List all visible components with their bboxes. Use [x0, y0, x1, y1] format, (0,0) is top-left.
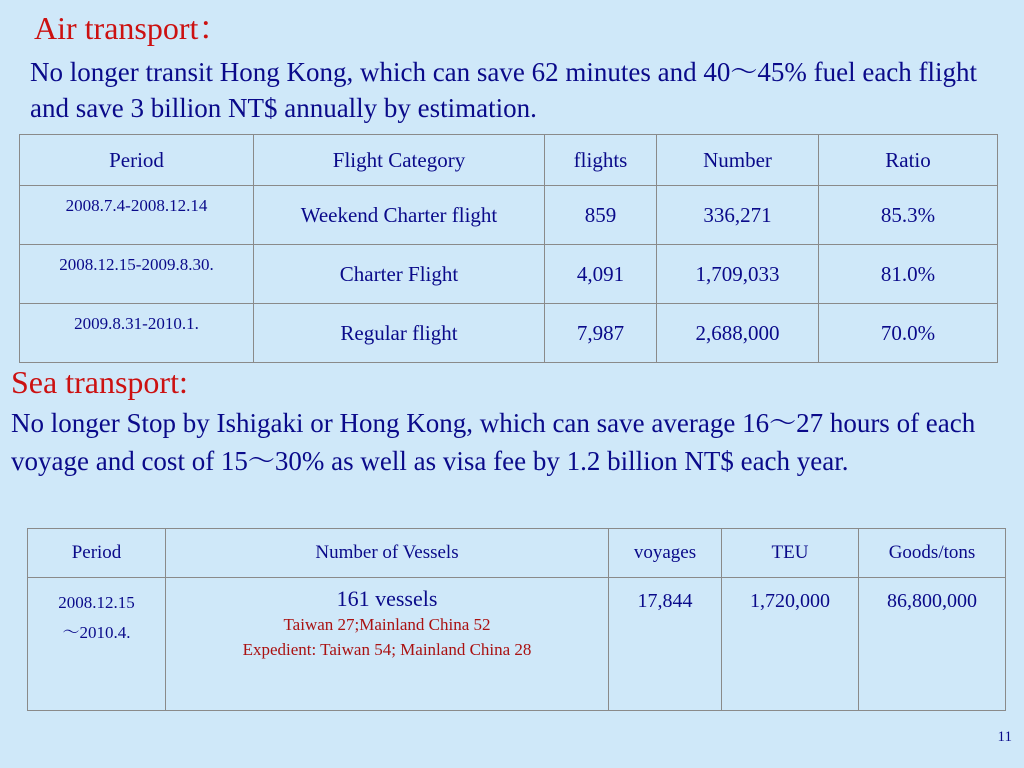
- period-cell: [28, 578, 166, 711]
- column-header-ratio: Ratio: [819, 135, 998, 186]
- period-end: ～2010.4.: [62, 623, 131, 642]
- number-cell: 2,688,000: [657, 304, 819, 363]
- flights-cell: 859: [545, 186, 657, 245]
- flight-category-cell: Weekend Charter flight: [254, 186, 545, 245]
- vessel-count: 161 vessels: [336, 586, 438, 611]
- sea-transport-heading: Sea transport:: [11, 364, 188, 400]
- number-cell: 1,709,033: [657, 245, 819, 304]
- table-header-row: [28, 529, 1006, 578]
- ratio-cell: 85.3%: [819, 186, 998, 245]
- flight-category-cell: Charter Flight: [254, 245, 545, 304]
- table-header-row: [20, 135, 998, 186]
- vessel-breakdown: Taiwan 27;Mainland China 52: [283, 615, 491, 634]
- sea-transport-table: [27, 528, 1006, 711]
- number-cell: 336,271: [657, 186, 819, 245]
- column-header-goods-tons: Goods/tons: [859, 529, 1006, 578]
- column-header-teu: TEU: [722, 529, 859, 578]
- column-header-period: Period: [28, 529, 166, 578]
- period-start: 2008.12.15: [58, 593, 135, 612]
- column-header-period: Period: [20, 135, 254, 186]
- period-cell: 2009.8.31-2010.1.: [20, 304, 254, 363]
- flights-cell: 7,987: [545, 304, 657, 363]
- air-transport-table: [19, 134, 998, 363]
- page-number: 11: [997, 729, 1012, 745]
- flight-category-cell: Regular flight: [254, 304, 545, 363]
- goods-tons-cell: 86,800,000: [859, 578, 1006, 711]
- sea-transport-description: No longer Stop by Ishigaki or Hong Kong, which can save average 16～27 hours of each voyage and cost of 15～30% as well as visa fee by 1.2 billion NT$ each year.: [11, 408, 976, 476]
- column-header-flights: flights: [545, 135, 657, 186]
- table-row: [20, 304, 998, 363]
- vessels-cell: [166, 578, 609, 711]
- period-cell: 2008.7.4-2008.12.14: [20, 186, 254, 245]
- air-transport-heading: Air transport：: [34, 10, 231, 46]
- table-row: [20, 186, 998, 245]
- column-header-number: Number: [657, 135, 819, 186]
- table-row: [20, 245, 998, 304]
- air-transport-description: No longer transit Hong Kong, which can save 62 minutes and 40～45% fuel each flight and save 3 billion NT$ annually by estimation.: [30, 57, 978, 123]
- vessel-expedient-breakdown: Expedient: Taiwan 54; Mainland China 28: [242, 640, 532, 659]
- period-cell: 2008.12.15-2009.8.30.: [20, 245, 254, 304]
- voyages-cell: 17,844: [609, 578, 722, 711]
- ratio-cell: 70.0%: [819, 304, 998, 363]
- ratio-cell: 81.0%: [819, 245, 998, 304]
- column-header-number-of-vessels: Number of Vessels: [166, 529, 609, 578]
- column-header-voyages: voyages: [609, 529, 722, 578]
- teu-cell: 1,720,000: [722, 578, 859, 711]
- flights-cell: 4,091: [545, 245, 657, 304]
- table-row: [28, 578, 1006, 711]
- column-header-flight-category: Flight Category: [254, 135, 545, 186]
